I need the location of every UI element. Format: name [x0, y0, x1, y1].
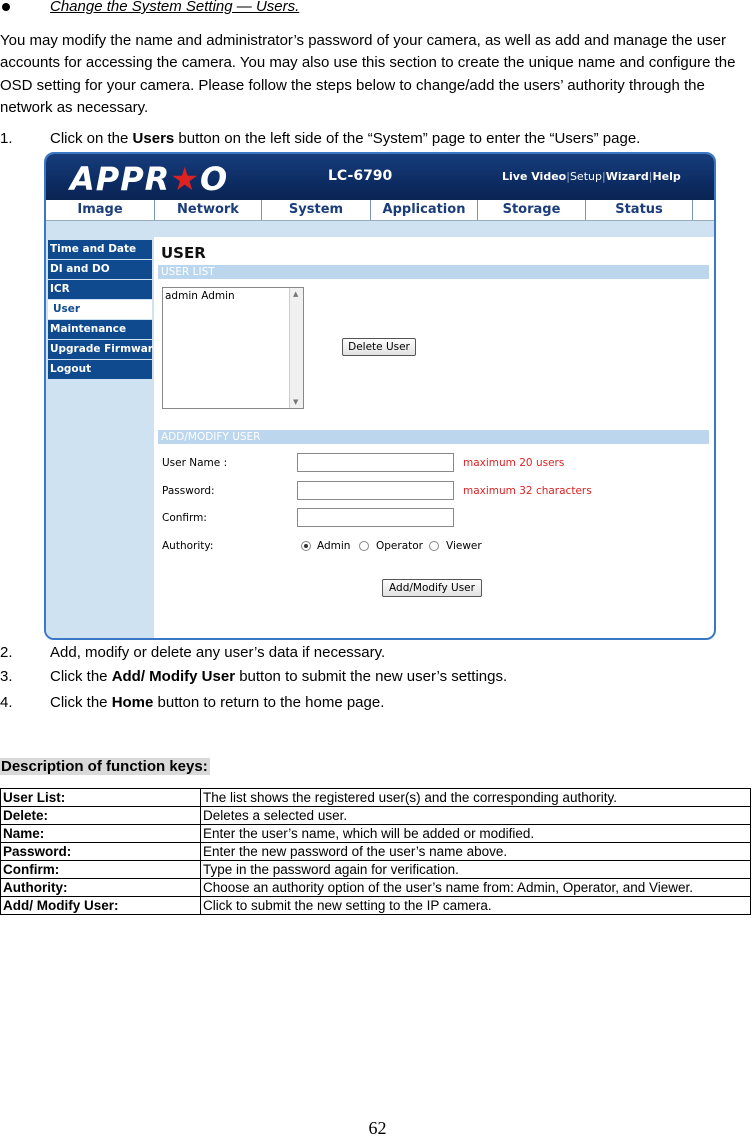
- password-hint: maximum 32 characters: [463, 485, 592, 497]
- step-number: 1.: [0, 130, 13, 147]
- menu-item-time-and-date[interactable]: Time and Date: [48, 240, 152, 259]
- add-modify-user-button[interactable]: Add/Modify User: [382, 579, 482, 597]
- user-list-box[interactable]: [162, 287, 304, 409]
- nav-image[interactable]: Image: [46, 200, 155, 220]
- username-field[interactable]: [297, 453, 454, 472]
- step-number: 4.: [0, 694, 13, 711]
- radio-operator[interactable]: [359, 541, 369, 551]
- menu-item-logout[interactable]: Logout: [48, 360, 152, 379]
- wizard-link[interactable]: Wizard: [605, 170, 649, 183]
- intro-paragraph: You may modify the name and administrator’s password of your camera, as well as add and manage the user accounts for accessing the camera. You may also use this section to create the unique name and configure the OSD setting for your camera. Please follow the steps below to change/add the users’ authority through the network as necessary.: [0, 32, 736, 116]
- section-title: Change the System Setting — Users.: [50, 0, 300, 15]
- menu-item-icr[interactable]: ICR: [48, 280, 152, 299]
- menu-item-maintenance[interactable]: Maintenance: [48, 320, 152, 339]
- scroll-up-icon[interactable]: ▲: [293, 290, 299, 298]
- nav-application[interactable]: Application: [371, 200, 478, 220]
- step-number: 2.: [0, 644, 13, 661]
- nav-storage[interactable]: Storage: [478, 200, 586, 220]
- radio-admin-label: Admin: [317, 540, 351, 552]
- step-number: 3.: [0, 668, 13, 685]
- nav-system[interactable]: System: [262, 200, 371, 220]
- camera-ui-screenshot: [44, 152, 716, 640]
- live-video-link[interactable]: Live Video: [502, 170, 567, 183]
- username-label: User Name :: [162, 457, 228, 469]
- confirm-label: Confirm:: [162, 512, 207, 524]
- nav-band: [46, 221, 714, 237]
- nav-network[interactable]: Network: [155, 200, 262, 220]
- table-row: Add/ Modify User: Click to submit the new setting to the IP camera.: [1, 897, 751, 915]
- step-text: Click the Home button to return to the home page.: [50, 694, 385, 711]
- table-row: Delete: Deletes a selected user.: [1, 807, 751, 825]
- bullet-icon: [2, 3, 10, 11]
- confirm-field[interactable]: [297, 508, 454, 527]
- page-number: 62: [368, 1118, 387, 1138]
- radio-admin[interactable]: [301, 541, 311, 551]
- radio-viewer-label: Viewer: [446, 540, 482, 552]
- scroll-down-icon[interactable]: ▼: [293, 398, 299, 406]
- nav-status[interactable]: Status: [586, 200, 693, 220]
- menu-item-upgrade-firmware[interactable]: Upgrade Firmware: [48, 340, 152, 359]
- password-label: Password:: [162, 485, 215, 497]
- password-field[interactable]: [297, 481, 454, 500]
- user-list-header: USER LIST: [158, 265, 709, 279]
- system-menu: [48, 240, 161, 380]
- radio-operator-label: Operator: [376, 540, 423, 552]
- appro-logo: APPR★O: [70, 160, 229, 198]
- table-row: Authority: Choose an authority option of the user’s name from: Admin, Operator, and Viewer.: [1, 879, 751, 897]
- username-hint: maximum 20 users: [463, 457, 565, 469]
- table-row: Name: Enter the user’s name, which will be added or modified.: [1, 825, 751, 843]
- logo-star-icon: ★: [170, 160, 200, 198]
- table-row: Password: Enter the new password of the user’s name above.: [1, 843, 751, 861]
- menu-item-di-and-do[interactable]: DI and DO: [48, 260, 152, 279]
- help-link[interactable]: Help: [652, 170, 681, 183]
- radio-viewer[interactable]: [429, 541, 439, 551]
- table-row: User List: The list shows the registered user(s) and the corresponding authority.: [1, 789, 751, 807]
- model-name: LC-6790: [328, 168, 393, 184]
- table-row: Confirm: Type in the password again for verification.: [1, 861, 751, 879]
- setup-link[interactable]: Setup: [569, 170, 602, 183]
- listbox-scrollbar[interactable]: [289, 288, 303, 408]
- step-text: Click on the Users button on the left side of the “System” page to enter the “Users” page.: [50, 130, 641, 147]
- authority-label: Authority:: [162, 540, 214, 552]
- step-text: Add, modify or delete any user’s data if necessary.: [50, 644, 386, 661]
- user-list-item[interactable]: admin Admin: [165, 290, 235, 302]
- main-nav: [46, 200, 714, 221]
- page-title: USER: [161, 244, 206, 262]
- step-text: Click the Add/ Modify User button to submit the new user’s settings.: [50, 668, 508, 685]
- menu-item-user[interactable]: User: [48, 300, 152, 319]
- function-keys-table: [0, 788, 751, 915]
- top-links: Live Video|Setup|Wizard|Help: [502, 170, 681, 183]
- add-modify-header: ADD/MODIFY USER: [158, 430, 709, 444]
- description-title: Description of function keys:: [1, 758, 208, 775]
- delete-user-button[interactable]: Delete User: [342, 338, 416, 356]
